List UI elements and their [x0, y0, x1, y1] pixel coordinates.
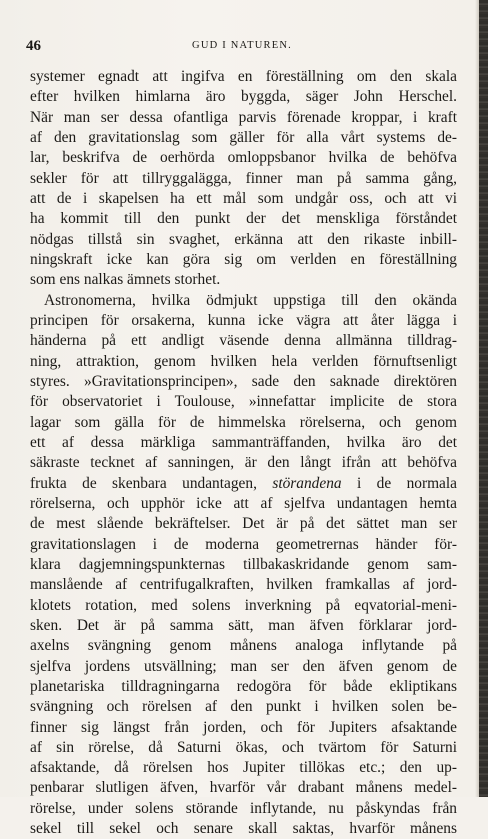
text-line: afsaktande, då rörelsen hos Jupiter tillökas etc.; den up- — [30, 759, 457, 777]
text-line: ningskraft icke kan göra sig om verlden en föreställning — [30, 250, 457, 268]
book-edge — [479, 0, 488, 797]
text-line: att de i skapelsen ha ett mål som undgår oss, och att vi — [30, 189, 457, 207]
text-line: gravitationslagen i de moderna geometrernas händer för- — [30, 535, 457, 553]
text-line: rörelserna, och upphör icke att af sjelfva undantagen hemta — [30, 494, 457, 512]
text-line: af sin rörelse, då Saturni ökas, och tvärtom för Saturni — [30, 738, 457, 756]
text-line: penbarar slutligen äfven, hvarför vår drabant månens medel- — [30, 779, 457, 797]
text-segment: i de normala — [341, 474, 457, 492]
page-number: 46 — [26, 38, 41, 54]
text-line: rörelse, under solens störande inflytande, nu påskyndas från — [30, 799, 457, 817]
text-line: När man ser dessa ofantliga parvis förenade kroppar, i kraft — [30, 108, 457, 126]
text-line: klara dagjemningspunkternas tillbakaskridande genom sam- — [30, 555, 457, 573]
text-line: lar, beskrifva de oerhörda omloppsbanor hvilka de behöfva — [30, 149, 457, 167]
text-line: nödgas tillstå sin svaghet, erkänna att den rikaste inbill- — [30, 230, 457, 248]
text-line: ha kommit till den punkt der det menskliga förståndet — [30, 210, 457, 228]
text-line: planetariska tilldragningarna redogöra för både ekliptikans — [30, 677, 457, 695]
text-line: ning, attraktion, genom hvilken hela verlden förnuftsenligt — [30, 352, 457, 370]
text-line: klotets rotation, med solens inverkning på eqvatorial-meni- — [30, 596, 457, 614]
page-header — [26, 38, 458, 54]
text-line: lagar som gälla för de himmelska rörelserna, och genom — [30, 413, 457, 431]
body-text — [30, 67, 457, 839]
running-head: GUD I NATUREN. — [192, 40, 292, 51]
text-line: sjelfva jordens utsvällning; man ser den äfven genom de — [30, 657, 457, 675]
text-line: sekler för att tillryggalägga, finner man på samma gång, — [30, 169, 457, 187]
text-line-with-italic — [30, 474, 457, 494]
text-line: finner sig längst från jorden, och för Jupiters afsaktande — [30, 718, 457, 736]
text-line: sken. Det är på samma sätt, man äfven förklarar jord- — [30, 616, 457, 634]
italic-term: störandena — [272, 474, 342, 492]
text-line: af den gravitationslag som gäller för alla vårt systems de- — [30, 128, 457, 146]
text-line: principen för orsakerna, kunna icke vägra att åter lägga i — [30, 311, 457, 329]
text-line: ett af dessa märkliga sammanträffanden, hvilka äro det — [30, 433, 457, 451]
text-line: för observatoriet i Toulouse, »innefattar implicite de stora — [30, 393, 457, 411]
text-line: händerna på ett andligt väsende denna allmänna tilldrag- — [30, 332, 457, 350]
text-line: axelns svängning genom månens analoga inflytande på — [30, 637, 457, 655]
text-line: systemer egnadt att ingifva en föreställning om den skala — [30, 68, 457, 85]
text-line: de mest slående bekräftelser. Det är på det sättet man ser — [30, 515, 457, 533]
text-segment: frukta de skenbara undantagen, — [30, 474, 273, 492]
text-line: säkraste tecknet af sanningen, är den långt ifrån att behöfva — [30, 454, 457, 472]
text-line: Astronomerna, hvilka ödmjukt uppstiga till den okända — [44, 291, 457, 309]
text-line: svängning och rörelsen af den punkt i hvilken solen be- — [30, 698, 457, 716]
text-line: efter hvilken himlarna äro byggda, säger John Herschel. — [30, 88, 457, 106]
text-line: som ens nalkas ämnets storhet. — [30, 271, 221, 289]
text-line: sekel till sekel och senare skall saktas, hvarför månens — [30, 820, 457, 838]
text-line: styres. »Gravitationsprincipen», sade den saknade direktören — [30, 372, 457, 390]
text-line: manslående af centrifugalkraften, hvilken framkallas af jord- — [30, 576, 457, 594]
